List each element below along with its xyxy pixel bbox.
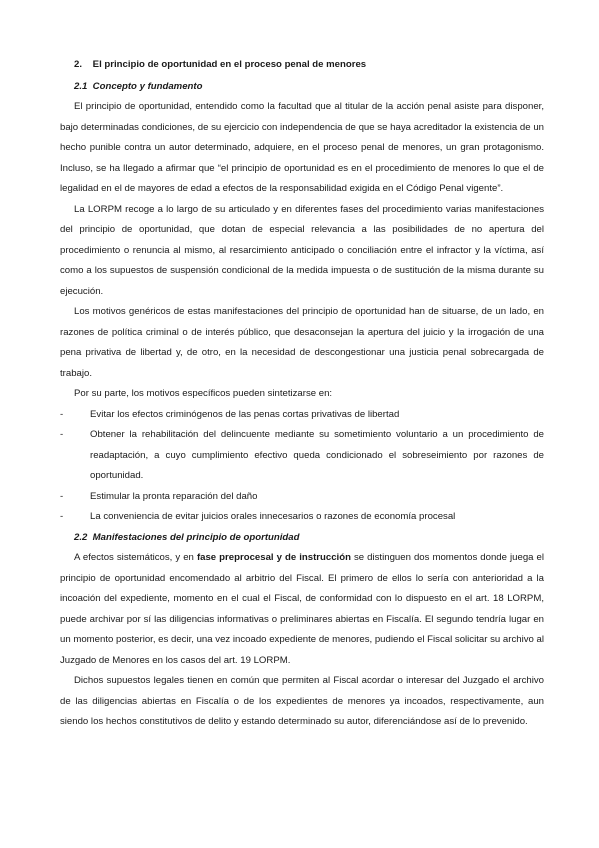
paragraph-2: La LORPM recoge a lo largo de su articulado y en diferentes fases del procedimiento varias manifestaciones del principio de oportunidad, que dotan de especial relevancia a las posibilidades de no apertura del procedimiento o renuncia al mismo, al resarcimiento anticipado o conciliación entre el infractor y la víctima, así como a los supuestos de suspensión condicional de la medida impuesta o de sustitución de la misma durante su ejecución. [60, 203, 544, 297]
paragraph-1: El principio de oportunidad, entendido como la facultad que al titular de la acción penal asiste para disponer, bajo determinadas condiciones, de su ejercicio con independencia de que se haya acreditador la existencia de un hecho punible contra un autor determinado, adquiere, en el proceso penal de menores, un gran protagonismo. Incluso, se ha llegado a afirmar que “el principio de oportunidad es en el procedimiento de menores lo que el de legalidad en el de mayores de edad a efectos de la responsabilidad exigida en el Código Penal vigente”. [60, 101, 544, 194]
paragraph-3: Los motivos genéricos de estas manifestaciones del principio de oportunidad han de situarse, de un lado, en razones de política criminal o de interés público, que desaconsejan la apertura del juicio y la irrogación de una pena privativa de libertad y, de otro, en la necesidad de descongestionar una justicia penal sobrecargada de trabajo. [60, 306, 544, 379]
list-intro: Por su parte, los motivos específicos pueden sintetizarse en: [74, 388, 333, 399]
paragraph-5-text-a: A efectos sistemáticos, y en [74, 552, 197, 563]
section-heading [74, 55, 544, 76]
list-item [60, 425, 544, 487]
paragraph-5-text-b: se distinguen dos momentos donde juega el principio de oportunidad encomendado al arbitrio del Fiscal. El primero de ellos lo sería con anterioridad a la incoación del expediente, momento en el cual el Fiscal, de conformidad con lo dispuesto en el art. 18 LORPM, puede archivar por sí las diligencias informativas o preliminares abiertas en Fiscalía. El segundo tendría lugar en un momento posterior, es decir, una vez incoado expediente de menores, pudiendo el Fiscal solicitar su archivo al Juzgado de Menores en los casos del art. 19 LORPM. [60, 552, 545, 666]
document-page [60, 55, 544, 733]
paragraph-5 [60, 548, 544, 671]
subsection-heading-1 [74, 77, 544, 98]
subsection-heading-2 [74, 528, 544, 549]
subsection-number-2: 2.2 [74, 531, 88, 543]
paragraph-5-bold: fase preprocesal y de instrucción [196, 552, 351, 563]
list-item [60, 405, 544, 426]
section-title: El principio de oportunidad en el proceso penal de menores [92, 59, 367, 70]
dash-marker: - [60, 490, 64, 502]
dash-marker: - [60, 429, 64, 440]
reasons-list [60, 405, 544, 528]
dash-marker: - [60, 408, 64, 420]
section-number: 2. [74, 59, 83, 70]
paragraph-6: Dichos supuestos legales tienen en común que permiten al Fiscal acordar o interesar del Juzgado el archivo de las diligencias abiertas en Fiscalía o de los expedientes de menores ya incoados, respectivamente, aun siendo los hechos constitutivos de delito y estando determinado su autor, diferenciándose así de lo prevenido. [60, 675, 544, 727]
subsection-title-2: Manifestaciones del principio de oportunidad [92, 531, 300, 543]
subsection-title-1: Concepto y fundamento [92, 80, 203, 92]
list-item-text: Evitar los efectos criminógenos de las penas cortas privativas de libertad [90, 408, 400, 420]
dash-marker: - [60, 511, 64, 522]
list-item-text: Obtener la rehabilitación del delincuente mediante su sometimiento voluntario a un procedimiento de readaptación, a cuyo cumplimiento efectivo queda condicionado el sobreseimiento por razones de oportunidad. [90, 429, 544, 481]
list-item [60, 487, 544, 508]
list-item-text: Estimular la pronta reparación del daño [90, 490, 258, 502]
list-item [60, 507, 544, 528]
list-item-text: La conveniencia de evitar juicios orales innecesarios o razones de economía procesal [90, 511, 456, 522]
subsection-number-1: 2.1 [74, 80, 88, 92]
